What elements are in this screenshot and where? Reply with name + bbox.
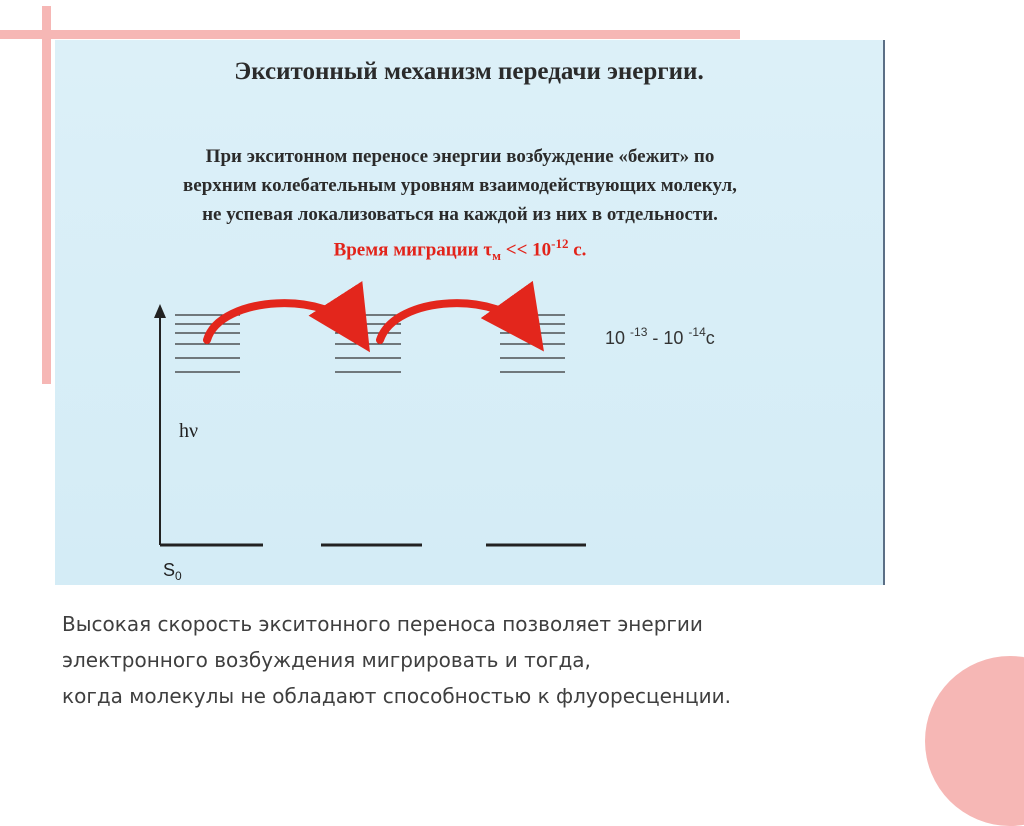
decorative-pink-circle [925, 656, 1024, 826]
ground-state-letter: S [163, 560, 176, 580]
exciton-diagram [55, 40, 883, 585]
caption-line-3: когда молекулы не обладают способностью к флуоресценции. [62, 684, 731, 708]
decorative-pink-bar-horizontal [0, 30, 740, 39]
energy-axis-arrowhead [154, 304, 166, 318]
body-line-3: не успевая локализоваться на каждой из них в отдельности. [202, 204, 718, 225]
migration-time-subscript: м [492, 248, 501, 264]
caption [62, 606, 922, 714]
energy-axis-label: hν [179, 420, 199, 442]
ground-state-subscript: 0 [175, 569, 182, 583]
migration-time-label: Время миграции τ [333, 239, 493, 261]
transfer-arrow-2 [380, 303, 530, 340]
migration-time-exponent: -12 [551, 236, 569, 251]
migration-time-relation: << 10 [501, 239, 552, 261]
slide-image [55, 40, 885, 585]
time-range-base-1: 10 [605, 328, 631, 348]
slide-title: Экситонный механизм передачи энергии. [234, 58, 704, 85]
body-line-1: При экситонном переносе энергии возбуждение «бежит» по [205, 146, 715, 167]
caption-line-1: Высокая скорость экситонного переноса позволяет энергии [62, 612, 703, 636]
ground-state-label [163, 560, 182, 583]
time-range-unit: с [705, 328, 715, 348]
migration-time-unit: с. [568, 239, 587, 261]
molecule-3-vibrational-levels [500, 315, 565, 372]
time-range-label [605, 325, 715, 348]
time-range-exp-1: -13 [630, 325, 648, 339]
time-range-separator: - 10 [647, 328, 689, 348]
caption-line-2: электронного возбуждения мигрировать и тогда, [62, 648, 591, 672]
decorative-pink-bar-vertical [42, 6, 51, 384]
transfer-arrow-1 [207, 303, 357, 340]
body-line-2: верхним колебательным уровням взаимодействующих молекул, [183, 175, 737, 196]
time-range-exp-2: -14 [688, 325, 706, 339]
